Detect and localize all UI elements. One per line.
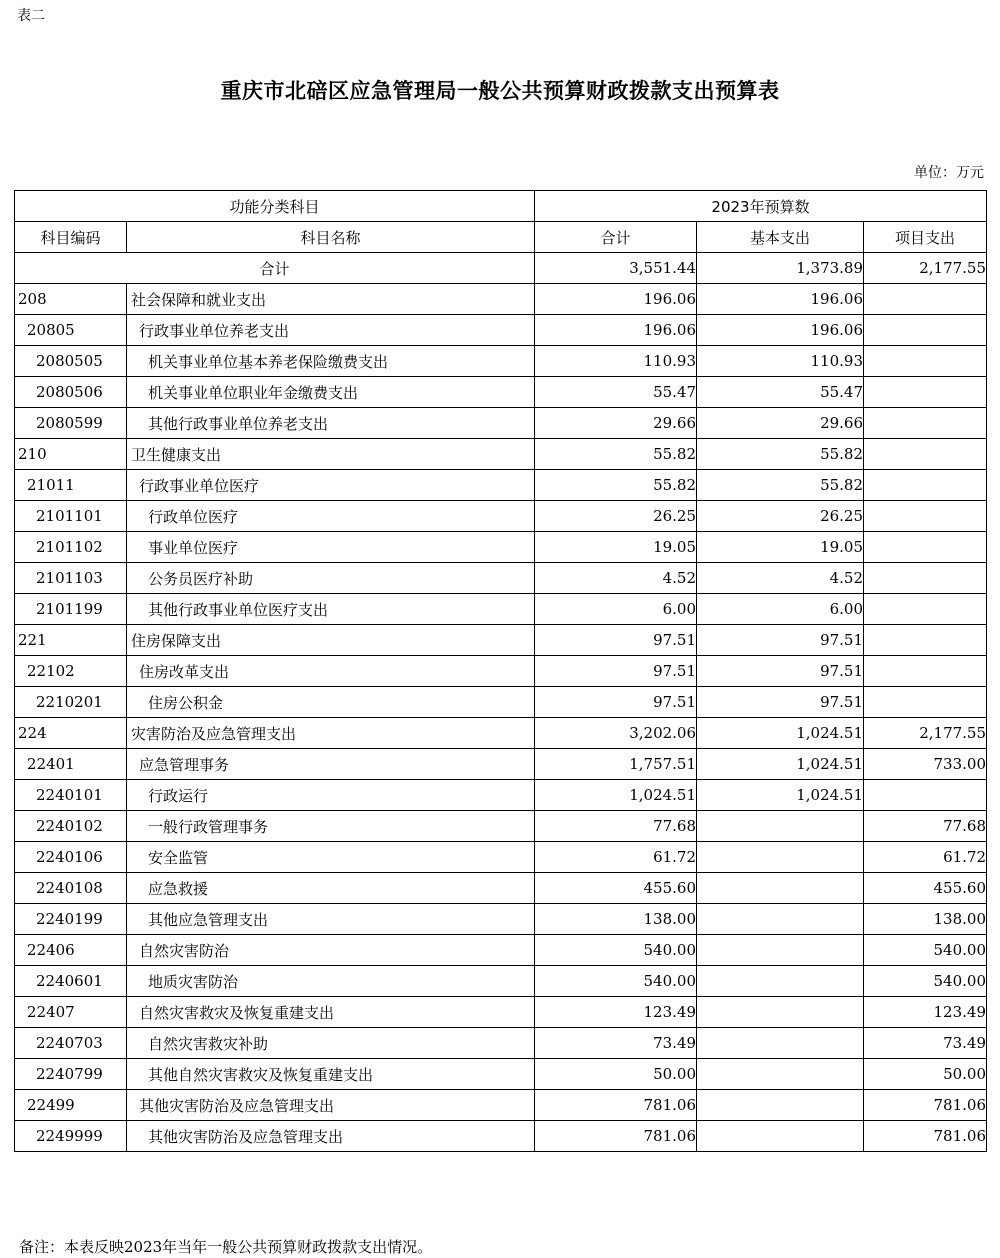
row-code: 2240106 [15,842,127,873]
row-project [864,501,987,532]
row-basic [697,842,864,873]
row-name: 行政运行 [127,780,535,811]
row-project [864,563,987,594]
row-project [864,408,987,439]
row-name: 其他灾害防治及应急管理支出 [127,1121,535,1152]
row-basic [697,1059,864,1090]
header-total: 合计 [535,222,697,253]
row-total: 6.00 [535,594,697,625]
row-total: 19.05 [535,532,697,563]
row-basic: 4.52 [697,563,864,594]
row-code: 22401 [15,749,127,780]
header-budget-year: 2023年预算数 [535,191,987,222]
table-row [15,315,987,346]
table-row [15,284,987,315]
table-row [15,1028,987,1059]
row-name: 住房公积金 [127,687,535,718]
row-name: 行政单位医疗 [127,501,535,532]
table-row [15,842,987,873]
row-name: 行政事业单位养老支出 [127,315,535,346]
row-name: 社会保障和就业支出 [127,284,535,315]
document-title: 重庆市北碚区应急管理局一般公共预算财政拨款支出预算表 [220,78,780,103]
row-total: 110.93 [535,346,697,377]
total-amount: 3,551.44 [535,253,697,284]
row-project: 455.60 [864,873,987,904]
row-project: 2,177.55 [864,718,987,749]
row-code: 224 [15,718,127,749]
row-name: 灾害防治及应急管理支出 [127,718,535,749]
row-name: 自然灾害救灾补助 [127,1028,535,1059]
row-total: 29.66 [535,408,697,439]
row-total: 55.82 [535,439,697,470]
total-basic: 1,373.89 [697,253,864,284]
row-code: 2101199 [15,594,127,625]
row-name: 其他行政事业单位医疗支出 [127,594,535,625]
header-basic: 基本支出 [697,222,864,253]
row-code: 2240101 [15,780,127,811]
row-project [864,315,987,346]
header-code: 科目编码 [15,222,127,253]
header-row-columns [15,222,987,253]
row-basic: 29.66 [697,408,864,439]
row-name: 应急救援 [127,873,535,904]
row-total: 55.82 [535,470,697,501]
row-project [864,594,987,625]
row-total: 73.49 [535,1028,697,1059]
row-total: 455.60 [535,873,697,904]
row-project: 73.49 [864,1028,987,1059]
row-total: 55.47 [535,377,697,408]
header-classification: 功能分类科目 [15,191,535,222]
row-code: 22407 [15,997,127,1028]
table-row [15,377,987,408]
row-project [864,284,987,315]
row-basic: 6.00 [697,594,864,625]
row-total: 26.25 [535,501,697,532]
row-total: 781.06 [535,1121,697,1152]
row-name: 公务员医疗补助 [127,563,535,594]
table-row [15,1121,987,1152]
budget-table [14,190,987,1152]
row-total: 196.06 [535,315,697,346]
budget-table-body [15,191,987,1152]
row-basic: 55.82 [697,439,864,470]
row-total: 138.00 [535,904,697,935]
table-row [15,997,987,1028]
table-row [15,656,987,687]
row-total: 781.06 [535,1090,697,1121]
row-code: 2101103 [15,563,127,594]
table-row [15,718,987,749]
row-basic: 19.05 [697,532,864,563]
table-row [15,408,987,439]
row-basic [697,997,864,1028]
row-total: 4.52 [535,563,697,594]
row-name: 卫生健康支出 [127,439,535,470]
row-basic: 1,024.51 [697,749,864,780]
table-row [15,873,987,904]
row-project: 77.68 [864,811,987,842]
row-code: 2101102 [15,532,127,563]
row-basic: 55.47 [697,377,864,408]
row-project: 123.49 [864,997,987,1028]
row-basic: 97.51 [697,656,864,687]
row-total: 1,024.51 [535,780,697,811]
row-code: 2240199 [15,904,127,935]
row-name: 行政事业单位医疗 [127,470,535,501]
row-name: 地质灾害防治 [127,966,535,997]
row-code: 2101101 [15,501,127,532]
row-total: 97.51 [535,625,697,656]
row-name: 机关事业单位基本养老保险缴费支出 [127,346,535,377]
row-name: 应急管理事务 [127,749,535,780]
row-total: 77.68 [535,811,697,842]
row-basic: 26.25 [697,501,864,532]
table-row [15,687,987,718]
table-row [15,1059,987,1090]
row-name: 事业单位医疗 [127,532,535,563]
row-total: 196.06 [535,284,697,315]
row-project [864,470,987,501]
row-basic: 1,024.51 [697,780,864,811]
table-row [15,501,987,532]
row-basic: 97.51 [697,625,864,656]
total-label: 合计 [15,253,535,284]
row-name: 住房改革支出 [127,656,535,687]
row-code: 2240703 [15,1028,127,1059]
table-label: 表二 [17,8,45,24]
row-code: 221 [15,625,127,656]
row-code: 22499 [15,1090,127,1121]
row-project [864,656,987,687]
table-row [15,935,987,966]
row-code: 2240601 [15,966,127,997]
row-basic: 55.82 [697,470,864,501]
table-row [15,439,987,470]
row-total: 1,757.51 [535,749,697,780]
table-row [15,1090,987,1121]
row-project: 138.00 [864,904,987,935]
row-project [864,377,987,408]
header-row-group [15,191,987,222]
row-code: 2240108 [15,873,127,904]
row-basic [697,873,864,904]
row-code: 2080506 [15,377,127,408]
row-code: 2210201 [15,687,127,718]
row-project: 540.00 [864,935,987,966]
row-project [864,687,987,718]
row-total: 3,202.06 [535,718,697,749]
row-basic [697,904,864,935]
row-basic [697,811,864,842]
row-basic: 196.06 [697,284,864,315]
row-total: 61.72 [535,842,697,873]
row-name: 一般行政管理事务 [127,811,535,842]
table-row [15,470,987,501]
row-code: 20805 [15,315,127,346]
row-project [864,780,987,811]
row-code: 2240102 [15,811,127,842]
row-name: 自然灾害救灾及恢复重建支出 [127,997,535,1028]
row-project [864,439,987,470]
row-project [864,532,987,563]
row-total: 97.51 [535,656,697,687]
row-project: 733.00 [864,749,987,780]
row-project: 781.06 [864,1090,987,1121]
row-basic [697,966,864,997]
table-row [15,749,987,780]
row-name: 住房保障支出 [127,625,535,656]
row-name: 其他应急管理支出 [127,904,535,935]
row-code: 2249999 [15,1121,127,1152]
row-name: 机关事业单位职业年金缴费支出 [127,377,535,408]
row-project: 540.00 [864,966,987,997]
row-code: 22102 [15,656,127,687]
row-name: 其他自然灾害救灾及恢复重建支出 [127,1059,535,1090]
row-code: 2240799 [15,1059,127,1090]
footnote: 备注：本表反映2023年当年一般公共预算财政拨款支出情况。 [19,1238,433,1256]
row-code: 2080599 [15,408,127,439]
row-basic [697,1090,864,1121]
row-basic [697,1121,864,1152]
table-row [15,532,987,563]
row-total: 540.00 [535,935,697,966]
row-name: 其他灾害防治及应急管理支出 [127,1090,535,1121]
table-row [15,966,987,997]
row-code: 22406 [15,935,127,966]
table-row [15,904,987,935]
row-code: 208 [15,284,127,315]
row-code: 21011 [15,470,127,501]
table-row [15,563,987,594]
row-total: 123.49 [535,997,697,1028]
table-row [15,346,987,377]
row-basic: 196.06 [697,315,864,346]
row-code: 2080505 [15,346,127,377]
row-code: 210 [15,439,127,470]
row-total: 50.00 [535,1059,697,1090]
unit-label: 单位：万元 [914,165,984,181]
total-project: 2,177.55 [864,253,987,284]
table-row [15,780,987,811]
table-row [15,594,987,625]
row-basic [697,935,864,966]
row-basic: 1,024.51 [697,718,864,749]
row-project: 61.72 [864,842,987,873]
row-project [864,625,987,656]
row-basic [697,1028,864,1059]
row-project: 781.06 [864,1121,987,1152]
table-row [15,625,987,656]
row-basic: 97.51 [697,687,864,718]
header-project: 项目支出 [864,222,987,253]
row-total: 540.00 [535,966,697,997]
row-name: 安全监管 [127,842,535,873]
header-name: 科目名称 [127,222,535,253]
row-name: 自然灾害防治 [127,935,535,966]
row-project: 50.00 [864,1059,987,1090]
row-name: 其他行政事业单位养老支出 [127,408,535,439]
row-project [864,346,987,377]
row-total: 97.51 [535,687,697,718]
row-basic: 110.93 [697,346,864,377]
total-row [15,253,987,284]
table-row [15,811,987,842]
